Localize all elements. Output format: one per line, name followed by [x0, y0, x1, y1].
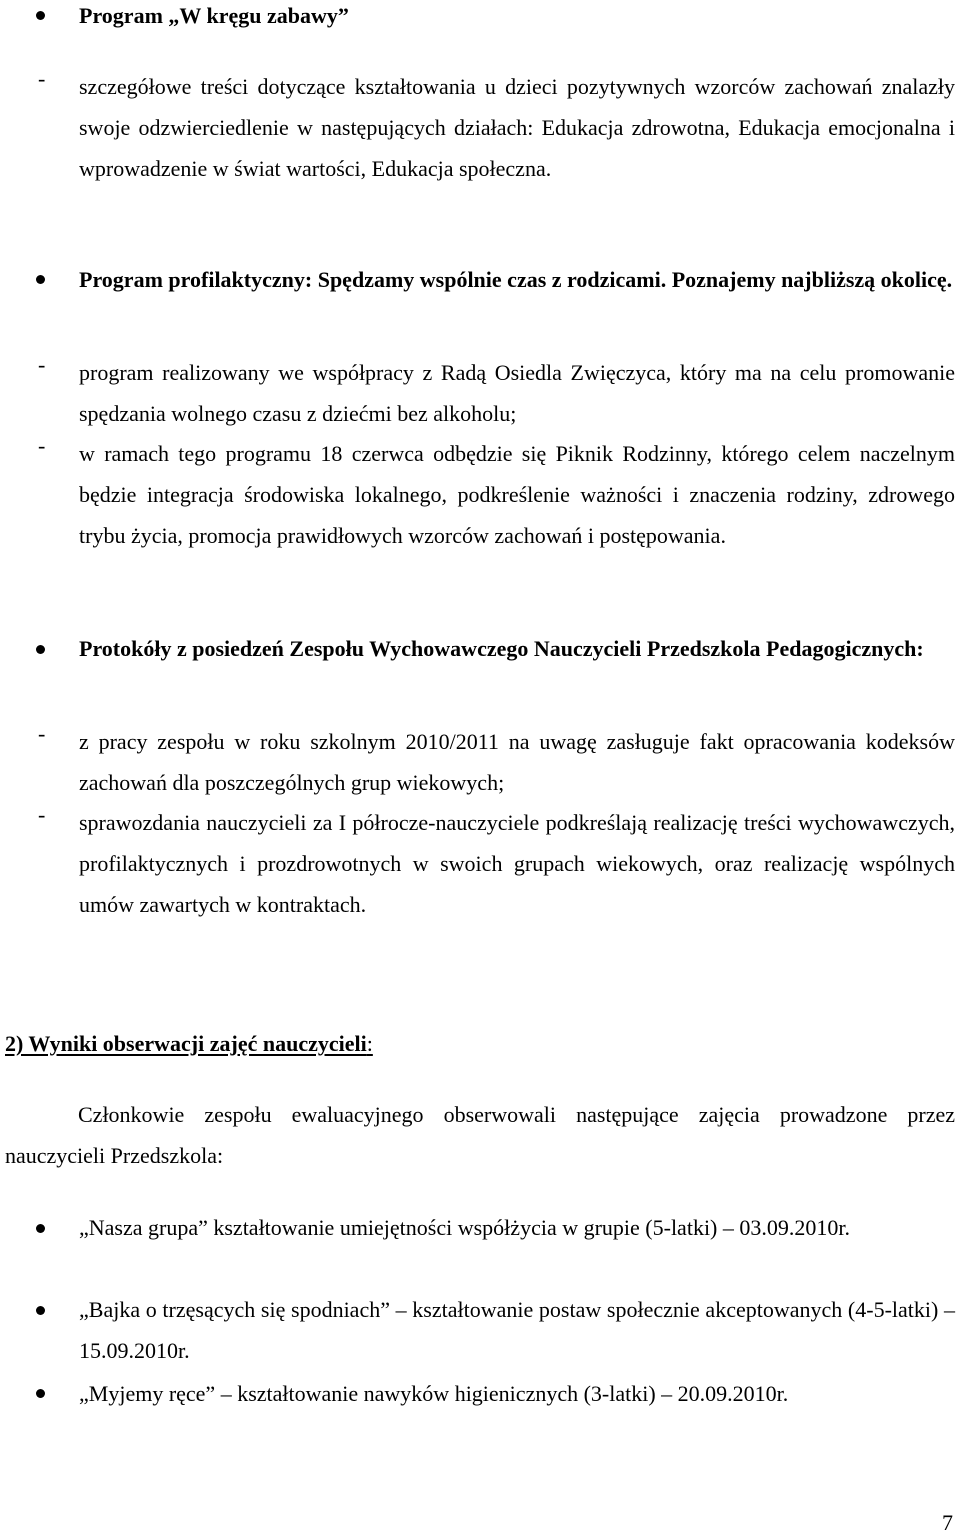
- observations-intro-text: Członkowie zespołu ewaluacyjnego obserwowali następujące zajęcia prowadzone przez nauczycieli Przedszkola:: [5, 1102, 955, 1168]
- bullet-icon: [36, 1389, 45, 1398]
- list-item-protokoly-1: z pracy zespołu w roku szkolnym 2010/2011 na uwagę zasługuje fakt opracowania kodeksów zachowań dla poszczególnych grup wiekowych;: [79, 729, 955, 795]
- list-item-program-profilaktyczny-1: program realizowany we współpracy z Radą Osiedla Zwięczyca, który ma na celu promowanie spędzania wolnego czasu z dziećmi bez alkoholu;: [79, 360, 955, 426]
- dash-marker: -: [38, 802, 46, 827]
- observations-intro: [5, 1094, 955, 1176]
- section-title-program-w-kregu: Program „W kręgu zabawy”: [79, 3, 349, 28]
- observation-item-2: „Bajka o trzęsących się spodniach” – kształtowanie postaw społecznie akceptowanych (4-5-latki) – 15.09.2010r.: [79, 1297, 955, 1363]
- observations-heading-text: 2) Wyniki obserwacji zajęć nauczycieli: [5, 1031, 367, 1056]
- dash-marker: -: [38, 352, 46, 377]
- list-item-program-profilaktyczny-2: w ramach tego programu 18 czerwca odbędzie się Piknik Rodzinny, którego celem naczelnym będzie integracja środowiska lokalnego, podkreślenie ważności i znaczenia rodziny, zdrowego trybu życia, promocja prawidłowych wzorców zachowań i postępowania.: [79, 441, 955, 548]
- section-title-protokoly: Protokóły z posiedzeń Zespołu Wychowawczego Nauczycieli Przedszkola Pedagogicznych:: [79, 636, 924, 661]
- observations-heading-colon: :: [366, 1031, 373, 1056]
- observations-heading: [5, 1024, 373, 1064]
- bullet-icon: [36, 1306, 45, 1315]
- section-title-program-profilaktyczny: Program profilaktyczny: Spędzamy wspólnie czas z rodzicami. Poznajemy najbliższą okolicę.: [79, 267, 953, 292]
- list-item-program-w-kregu-1: szczegółowe treści dotyczące kształtowania u dzieci pozytywnych wzorców zachowań znalazły swoje odzwierciedlenie w następujących działach: Edukacja zdrowotna, Edukacja emocjonalna i wprowadzenie w świat wartości, Edukacja społeczna.: [79, 74, 955, 181]
- list-item-protokoly-2: sprawozdania nauczycieli za I półrocze-nauczyciele podkreślają realizację treści wychowawczych, profilaktycznych i prozdrowotnych w swoich grupach wiekowych, oraz realizację wspólnych umów zawartych w kontraktach.: [79, 810, 955, 917]
- bullet-icon: [36, 1224, 45, 1233]
- bullet-icon: [36, 645, 45, 654]
- bullet-icon: [36, 11, 45, 20]
- page-number: 7: [942, 1510, 953, 1535]
- observation-item-3: „Myjemy ręce” – kształtowanie nawyków higienicznych (3-latki) – 20.09.2010r.: [79, 1381, 789, 1406]
- dash-marker: -: [38, 721, 46, 746]
- dash-marker: -: [38, 66, 46, 91]
- observation-item-1: „Nasza grupa” kształtowanie umiejętności współżycia w grupie (5-latki) – 03.09.2010r.: [79, 1215, 850, 1240]
- dash-marker: -: [38, 433, 46, 458]
- bullet-icon: [36, 275, 45, 284]
